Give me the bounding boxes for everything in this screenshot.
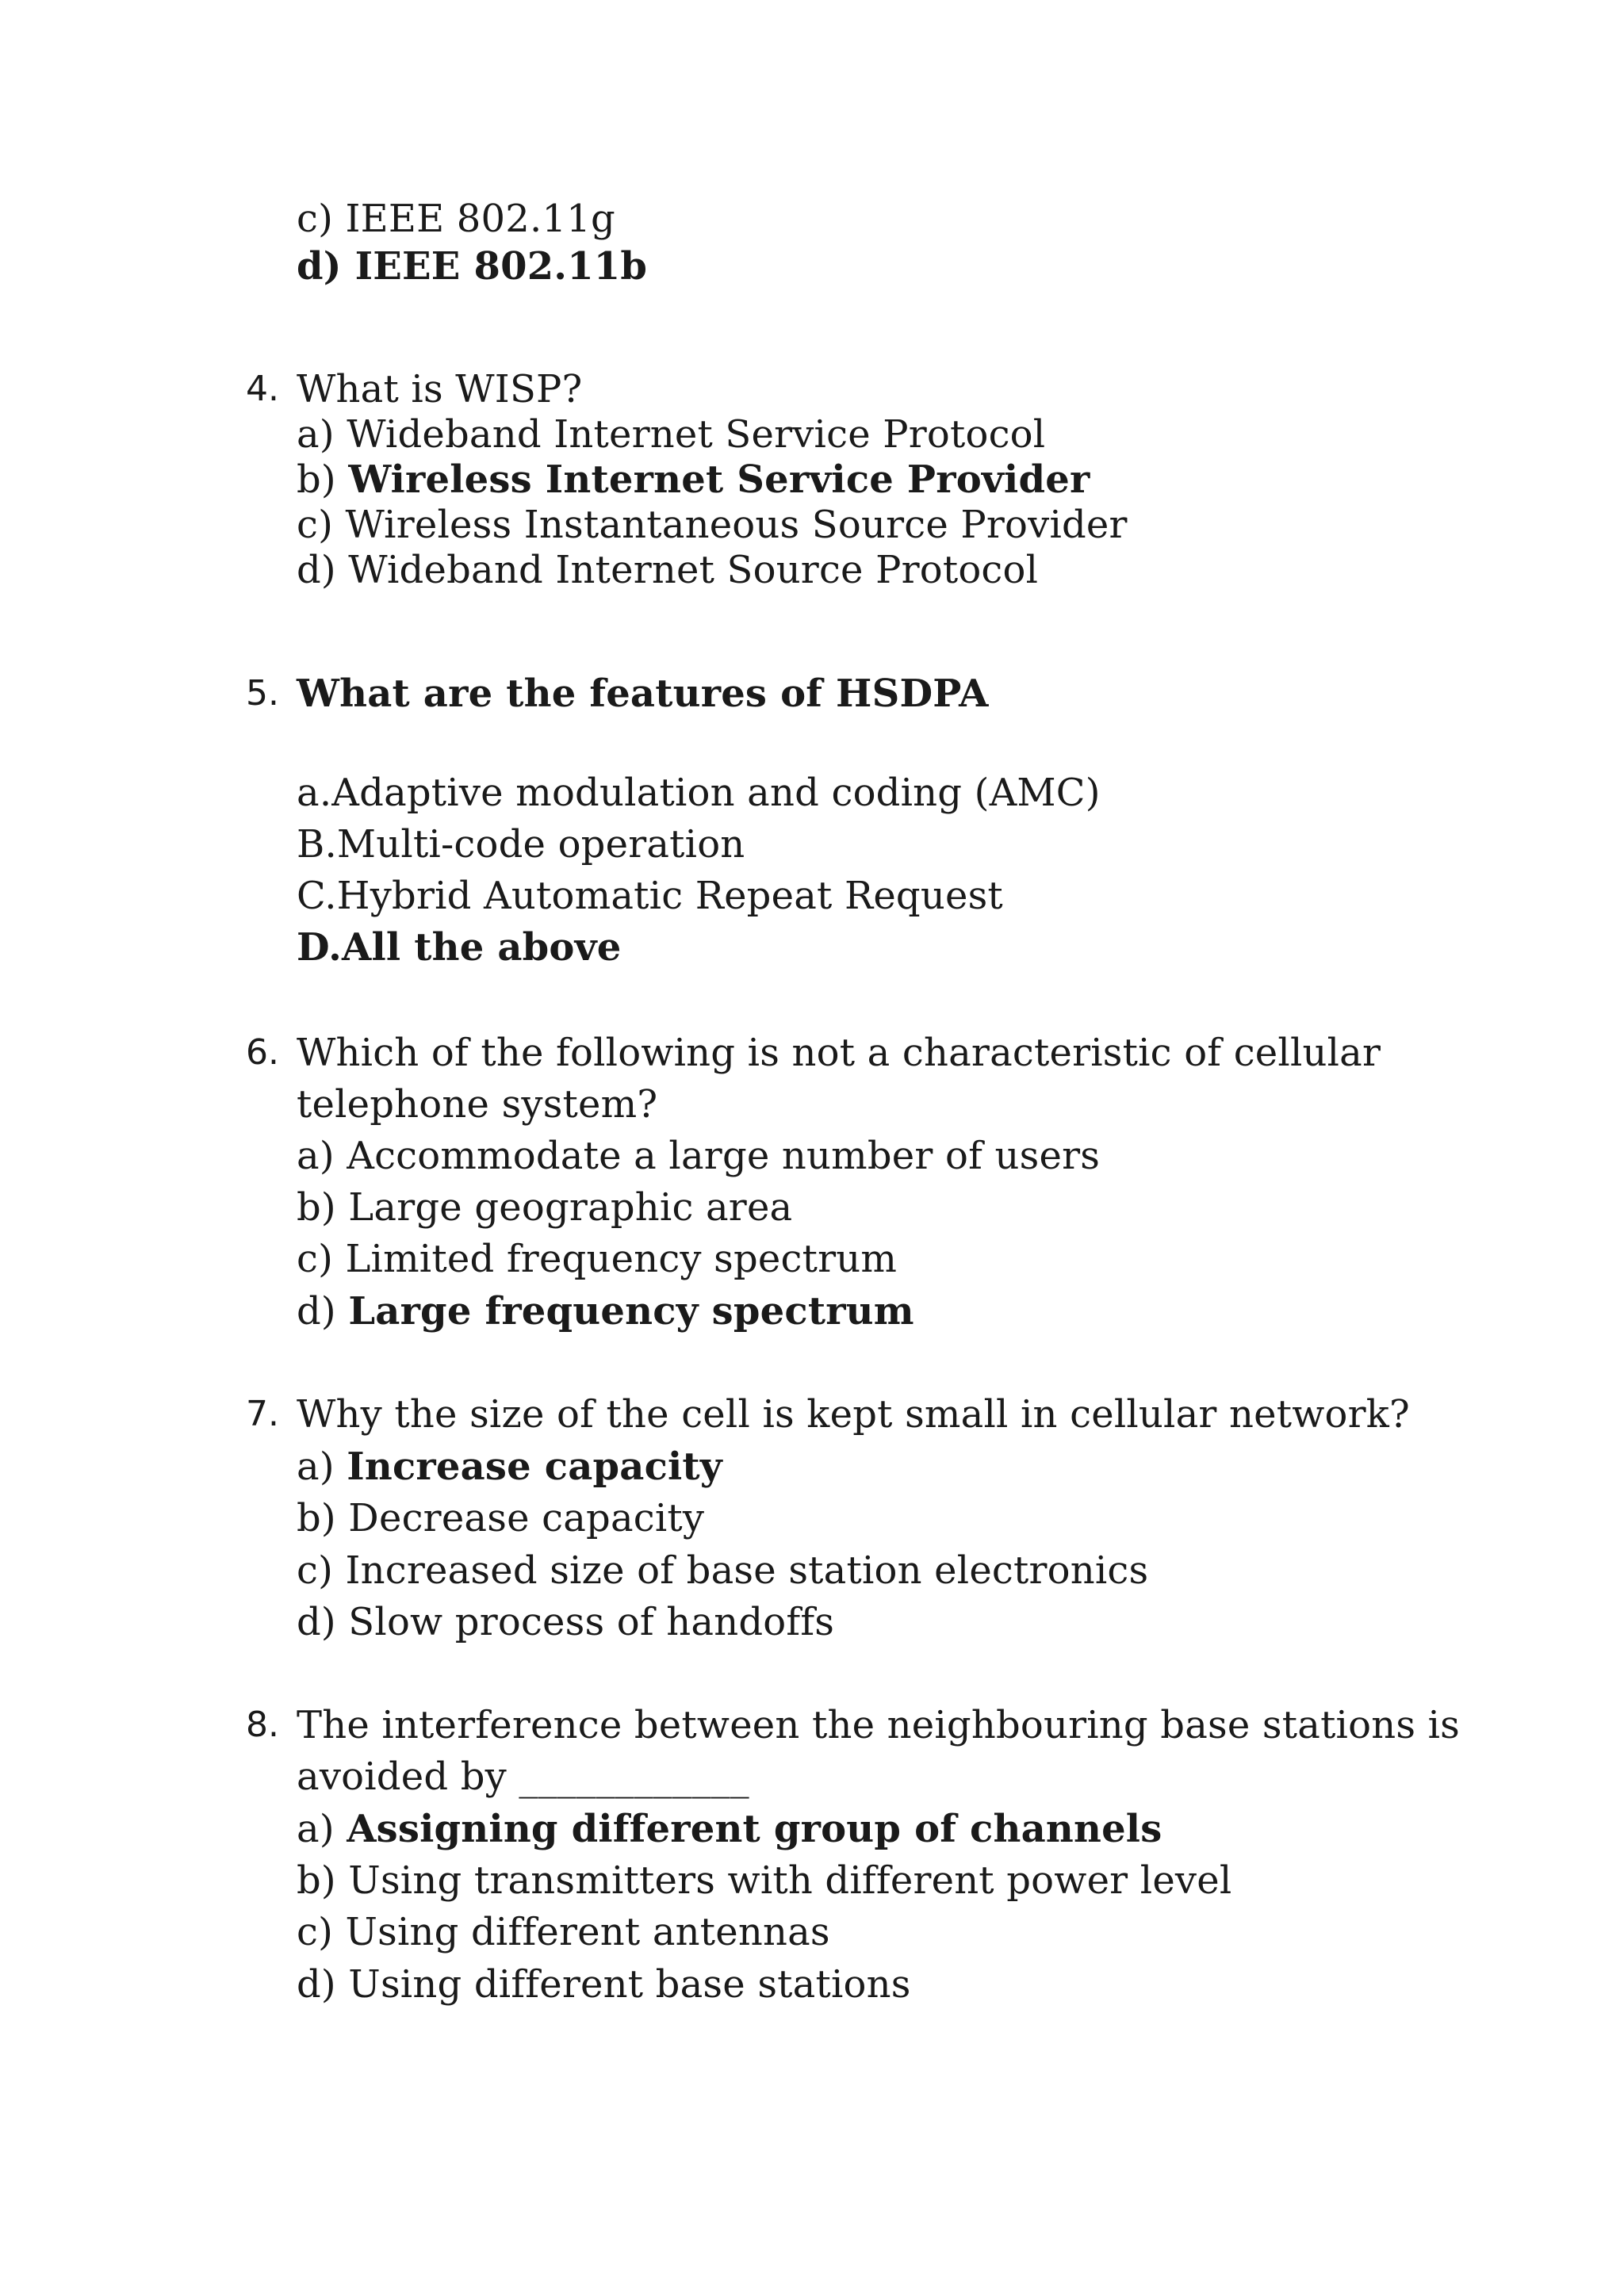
q6-option-d-prefix: d) <box>297 1289 349 1334</box>
q6-question-line1: Which of the following is not a characteristic of cellular <box>297 1031 1381 1075</box>
q8-question-line1: The interference between the neighbouring base stations is <box>297 1703 1460 1747</box>
q8-option-a <box>297 1805 1162 1853</box>
q6-option-d-answer: Large frequency spectrum <box>348 1289 914 1334</box>
q7-option-d: d) Slow process of handoffs <box>297 1600 835 1644</box>
q8-option-a-prefix: a) <box>297 1807 347 1851</box>
q6-number: 6. <box>246 1032 279 1073</box>
q6-question-line2: telephone system? <box>297 1082 658 1127</box>
q5-option-c: C.Hybrid Automatic Repeat Request <box>297 874 1003 918</box>
q3-option-d-answer: d) IEEE 802.11b <box>297 244 648 289</box>
q4-option-d: d) Wideband Internet Source Protocol <box>297 548 1039 592</box>
q4-number: 4. <box>246 369 279 409</box>
q8-option-b: b) Using transmitters with different power level <box>297 1858 1232 1903</box>
q5-number: 5. <box>246 673 279 714</box>
q8-option-c: c) Using different antennas <box>297 1910 830 1954</box>
q5-option-b: B.Multi-code operation <box>297 822 745 867</box>
q7-question: Why the size of the cell is kept small in cellular network? <box>297 1392 1410 1437</box>
q7-option-c: c) Increased size of base station electronics <box>297 1548 1149 1593</box>
q7-number: 7. <box>246 1394 279 1434</box>
q6-option-b: b) Large geographic area <box>297 1185 793 1230</box>
q4-option-b-prefix: b) <box>297 457 349 502</box>
q7-option-a <box>297 1443 722 1490</box>
q4-option-b <box>297 456 1090 503</box>
q8-option-d: d) Using different base stations <box>297 1962 911 2007</box>
q6-option-c: c) Limited frequency spectrum <box>297 1237 898 1281</box>
q8-option-a-answer: Assigning different group of channels <box>347 1807 1162 1851</box>
q7-option-a-prefix: a) <box>297 1445 347 1489</box>
q6-option-a: a) Accommodate a large number of users <box>297 1134 1101 1178</box>
q6-option-d <box>297 1288 914 1335</box>
q7-option-a-answer: Increase capacity <box>347 1445 722 1489</box>
q8-question-line2: avoided by ____________ <box>297 1755 749 1799</box>
q5-option-d-answer: D.All the above <box>297 925 622 970</box>
q5-question: What are the features of HSDPA <box>297 672 989 716</box>
q8-number: 8. <box>246 1705 279 1745</box>
q4-question: What is WISP? <box>297 367 583 411</box>
q5-option-a: a.Adaptive modulation and coding (AMC) <box>297 771 1101 815</box>
q4-option-c: c) Wireless Instantaneous Source Provider <box>297 503 1128 547</box>
q7-option-b: b) Decrease capacity <box>297 1496 705 1540</box>
q4-option-a: a) Wideband Internet Service Protocol <box>297 412 1046 457</box>
q4-option-b-answer: Wireless Internet Service Provider <box>348 457 1090 502</box>
q3-option-c: c) IEEE 802.11g <box>297 197 615 241</box>
